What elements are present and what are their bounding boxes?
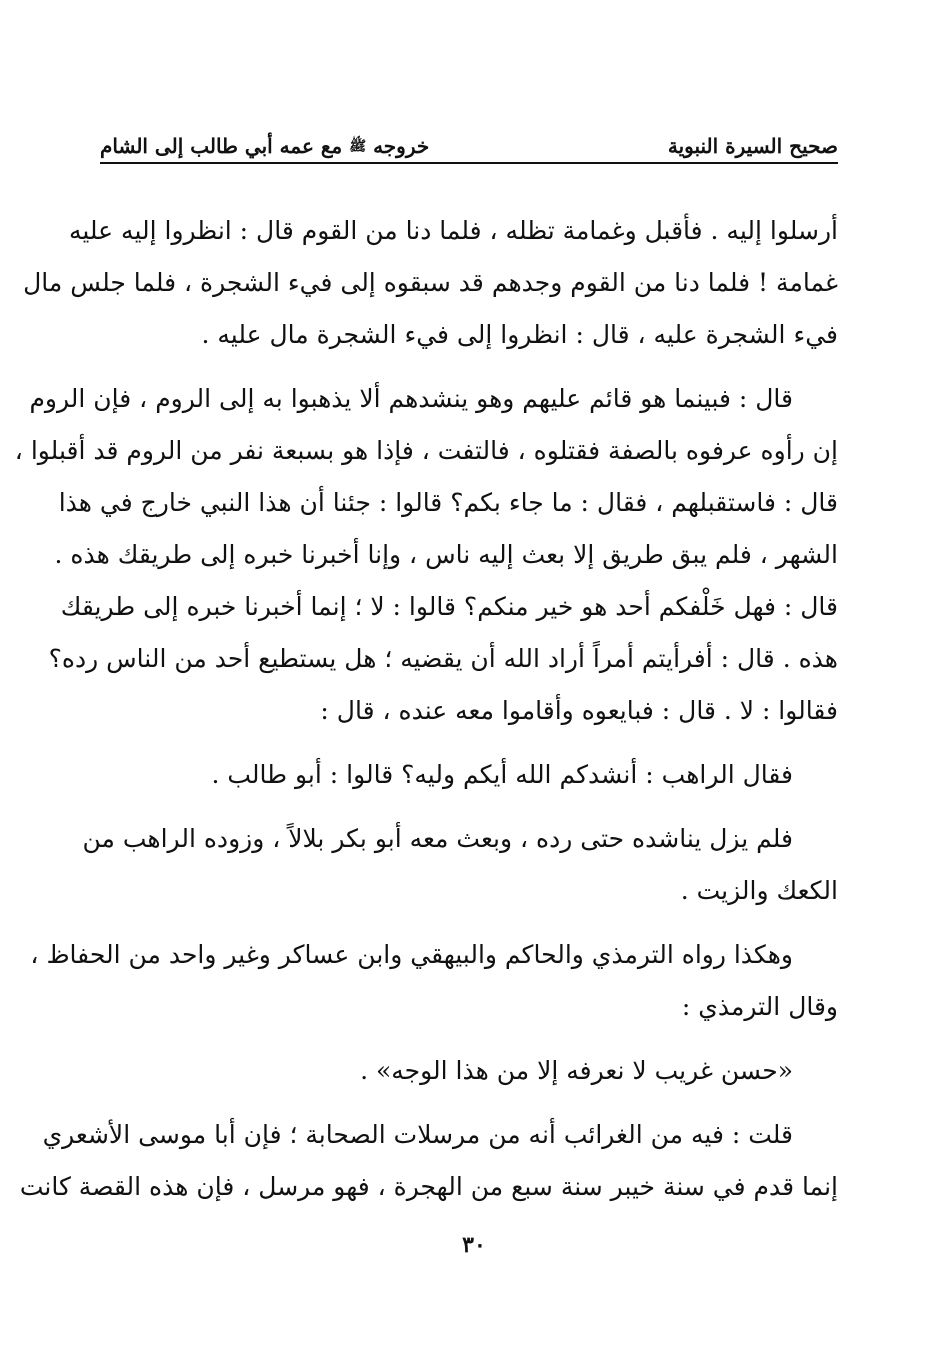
text-line: قال : فبينما هو قائم عليهم وهو ينشدهم ألا يذهبوا به إلى الروم ، فإن الروم (29, 384, 793, 413)
text-line: الكعك والزيت . (680, 876, 838, 905)
header-divider (100, 162, 838, 164)
text-line: قال : فهل خَلْفكم أحد هو خير منكم؟ قالوا : لا ؛ إنما أخبرنا خبره إلى طريقك (60, 592, 838, 621)
paragraph-5 (30, 929, 838, 1033)
running-header (100, 118, 838, 158)
text-line: أرسلوا إليه . فأقبل وغمامة تظله ، فلما دنا من القوم قال : انظروا إليه عليه (68, 216, 838, 245)
text-line: فيء الشجرة عليه ، قال : انظروا إلى فيء الشجرة مال عليه . (201, 320, 838, 349)
text-line: فقال الراهب : أنشدكم الله أيكم وليه؟ قالوا : أبو طالب . (211, 760, 793, 789)
paragraph-3 (100, 749, 838, 801)
paragraph-6-quote (100, 1045, 838, 1097)
text-line: وقال الترمذي : (681, 992, 838, 1021)
page-number: ٣٠ (462, 1232, 486, 1258)
text-line: وهكذا رواه الترمذي والحاكم والبيهقي وابن عساكر وغير واحد من الحفاظ ، (30, 940, 793, 969)
text-line: «حسن غريب لا نعرفه إلا من هذا الوجه» . (360, 1056, 793, 1085)
salutation-symbol-icon: ﷺ (349, 138, 367, 155)
text-line: قلت : فيه من الغرائب أنه من مرسلات الصحابة ؛ فإن أبا موسى الأشعري (42, 1120, 793, 1149)
paragraph-7 (19, 1109, 838, 1213)
chapter-title-part1: خروجه (373, 134, 430, 158)
text-line: قال : فاستقبلهم ، فقال : ما جاء بكم؟ قالوا : جئنا أن هذا النبي خارج في هذا (58, 488, 838, 517)
text-line: إنما قدم في سنة خيبر سنة سبع من الهجرة ، فهو مرسل ، فإن هذه القصة كانت (19, 1172, 838, 1201)
text-line: إن رأوه عرفوه بالصفة فقتلوه ، فالتفت ، فإذا هو بسبعة نفر من الروم قد أقبلوا ، (14, 436, 838, 465)
text-line: غمامة ! فلما دنا من القوم وجدهم قد سبقوه إلى فيء الشجرة ، فلما جلس مال (23, 268, 838, 297)
chapter-title (100, 134, 429, 158)
book-title: صحيح السيرة النبوية (667, 134, 838, 158)
text-line: فلم يزل يناشده حتى رده ، وبعث معه أبو بكر بلالاً ، وزوده الراهب من (82, 824, 793, 853)
paragraph-4 (82, 813, 838, 917)
text-line: هذه . قال : أفرأيتم أمراً أراد الله أن يقضيه ؛ هل يستطيع أحد من الناس رده؟ (48, 644, 838, 673)
paragraph-1 (23, 205, 838, 361)
body-text (14, 205, 838, 1213)
chapter-title-part2: مع عمه أبي طالب إلى الشام (100, 134, 343, 158)
text-line: فقالوا : لا . قال : فبايعوه وأقاموا معه عنده ، قال : (320, 696, 838, 725)
paragraph-2 (14, 373, 838, 737)
text-line: الشهر ، فلم يبق طريق إلا بعث إليه ناس ، وإنا أخبرنا خبره إلى طريقك هذه . (54, 540, 838, 569)
